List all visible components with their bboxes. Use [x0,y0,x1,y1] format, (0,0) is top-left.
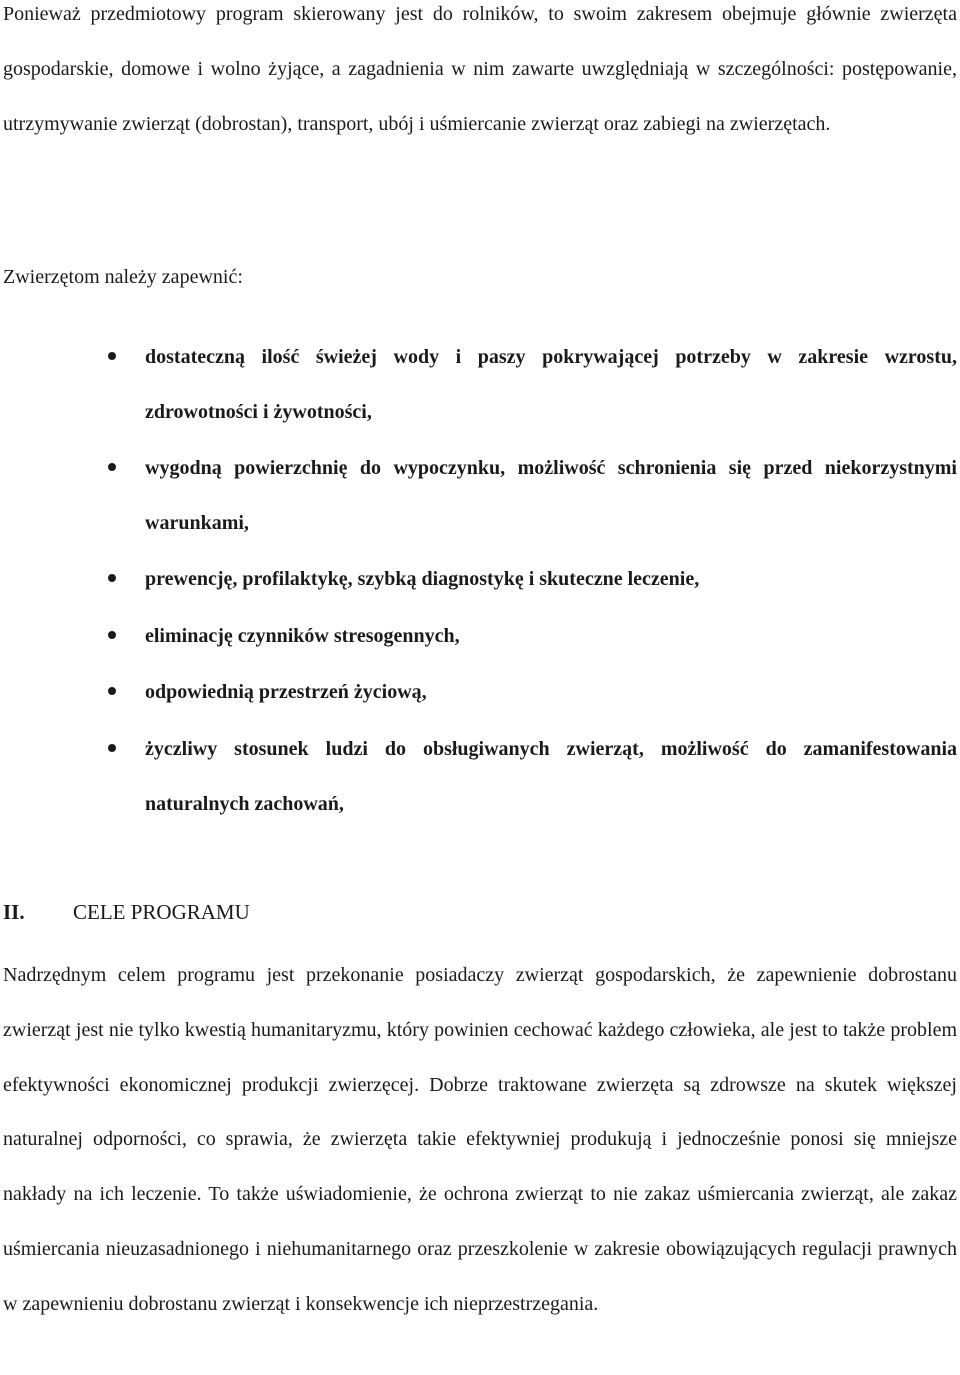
list-item-text: eliminację czynników stresogennych, [145,625,460,647]
bullet-icon [108,352,116,360]
list-item-text: życzliwy stosunek ludzi do obsługiwanych zwierząt, możliwość do zamanifestowania naturalnych zachowań, [145,738,957,815]
bullet-icon [108,574,116,582]
section-heading [3,895,250,929]
section-number: II. [3,900,25,924]
bullet-icon [108,463,116,471]
bullet-icon [108,631,116,639]
goal-paragraph: Nadrzędnym celem programu jest przekonanie posiadaczy zwierząt gospodarskich, że zapewnienie dobrostanu zwierząt jest nie tylko kwestią humanitaryzmu, który powinien cechować każdego człowieka, ale jest to także problem efektywności ekonomicznej produkcji zwierzęcej. Dobrze traktowane zwierzęta są zdrowsze na skutek większej naturalnej odporności, co sprawia, że zwierzęta takie efektywniej produkują i jednocześnie ponosi się mniejsze nakłady na ich leczenie. To także uświadomienie, że ochrona zwierząt to nie zakaz uśmiercania zwierząt, ale zakaz uśmiercania nieuzasadnionego i niehumanitarnego oraz przeszkolenie w zakresie obowiązujących regulacji prawnych w zapewnieniu dobrostanu zwierząt i konsekwencje ich nieprzestrzegania. [3,964,957,1315]
section-title: CELE PROGRAMU [73,900,250,924]
bullet-icon [108,687,116,695]
bullet-icon [108,744,116,752]
intro-paragraph: Ponieważ przedmiotowy program skierowany jest do rolników, to swoim zakresem obejmuje głównie zwierzęta gospodarskie, domowe i wolno żyjące, a zagadnienia w nim zawarte uwzględniają w szczególności: postępowanie, utrzymywanie zwierząt (dobrostan), transport, ubój i uśmiercanie zwierząt oraz zabiegi na zwierzętach. [3,3,957,135]
list-item-text: prewencję, profilaktykę, szybką diagnostykę i skuteczne leczenie, [145,568,700,590]
list-item-text: dostateczną ilość świeżej wody i paszy pokrywającej potrzeby w zakresie wzrostu, zdrowotności i żywotności, [145,346,957,423]
list-item-text: odpowiednią przestrzeń życiową, [145,681,427,703]
list-item-text: wygodną powierzchnię do wypoczynku, możliwość schronienia się przed niekorzystnymi warunkami, [145,457,957,534]
list-lead: Zwierzętom należy zapewnić: [3,266,243,288]
